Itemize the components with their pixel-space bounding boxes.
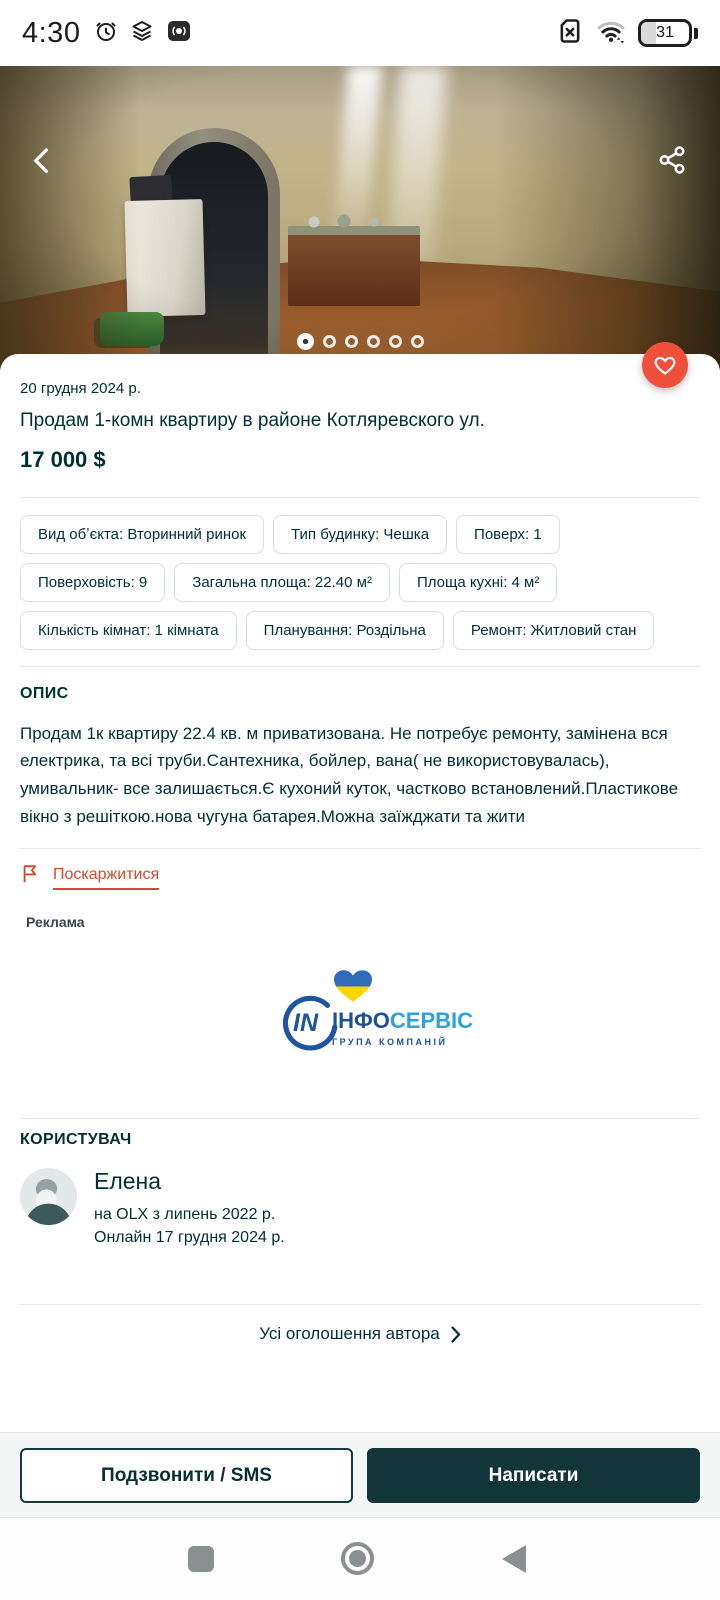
carousel-dot [323,335,336,348]
parameter-chips [0,498,720,666]
listing-date: 20 грудня 2024 р. [20,380,141,397]
user-member-since: на OLX з липень 2022 р. [94,1206,276,1224]
carousel-dot [389,335,402,348]
clock-time: 4:30 [22,16,81,49]
parameter-chip: Вид обʼєкта: Вторинний ринок [20,515,264,554]
in-badge-text: IN [293,1009,318,1038]
user-last-online: Онлайн 17 грудня 2024 р. [94,1229,285,1247]
user-heading: КОРИСТУВАЧ [20,1131,132,1149]
brand-subtitle: ГРУПА КОМПАНІЙ [332,1037,448,1048]
brand-part1: ІНФО [332,1008,390,1034]
report-link[interactable] [0,849,179,890]
home-button[interactable] [341,1542,374,1575]
photo-vignette [0,66,720,370]
all-author-ads-link[interactable] [0,1305,720,1364]
favorite-button[interactable] [642,342,688,388]
user-info [94,1168,285,1249]
alarm-icon [94,19,118,48]
parameter-chip: Площа кухні: 4 м² [399,563,557,602]
ad-label: Реклама [26,914,85,931]
listing-price: 17 000 $ [20,446,106,472]
carousel-dot [345,335,358,348]
battery-fill [641,22,656,44]
system-nav-bar [0,1517,720,1600]
description-heading: ОПИС [20,684,69,702]
status-left-icons [94,18,192,49]
parameter-chip: Поверховість: 9 [20,563,165,602]
status-right-icons [556,16,698,51]
listing-title: Продам 1-комн квартиру в районе Котляревского ул. [20,410,485,431]
message-button[interactable]: Написати [367,1448,700,1503]
ad-banner[interactable] [0,930,720,1118]
parameter-chip: Ремонт: Житловий стан [453,611,655,650]
home-button-dot [349,1550,366,1567]
carousel-dot [367,335,380,348]
call-sms-button[interactable]: Подзвонити / SMS [20,1448,353,1503]
screen-record-icon [166,18,192,49]
parameter-chip: Тип будинку: Чешка [273,515,447,554]
brand-text [332,1008,473,1047]
all-author-ads-label: Усі оголошення автора [259,1324,440,1344]
battery-percent: 31 [656,24,674,41]
back-nav-button[interactable] [502,1545,526,1573]
parameter-chip: Поверх: 1 [456,515,560,554]
description-section [0,667,720,849]
action-bar [0,1432,720,1517]
flag-icon [20,863,42,890]
user-name: Елена [94,1168,162,1195]
user-section [0,1119,720,1303]
photo-gallery[interactable] [0,66,720,370]
report-label: Поскаржитися [53,866,159,890]
battery-nub [694,28,698,39]
carousel-dot [411,335,424,348]
parameter-chip: Планування: Роздільна [246,611,444,650]
share-icon[interactable] [652,140,692,180]
brand-part2: СЕРВІС [389,1008,474,1034]
parameter-chip: Загальна площа: 22.40 м² [174,563,390,602]
carousel-dots [0,333,720,350]
carousel-dot [297,333,314,350]
layers-icon [130,19,154,48]
wifi-icon [595,16,627,51]
recents-button[interactable] [188,1546,214,1572]
avatar [20,1168,77,1249]
listing-header [0,354,720,473]
no-sim-icon [556,17,584,50]
battery-indicator [638,19,692,47]
parameter-chip: Кількість кімнат: 1 кімната [20,611,237,650]
description-text: Продам 1к квартиру 22.4 кв. м приватизована. Не потребує ремонту, замінена вся електрика, та всі труби.Сантехника, бойлер, вана( не використовувалась), умивальник- все залишається.Є кухоний куток, частково встановлений.Пластикове вікно з решіткою.нова чугуна батарея.Можна заїжджати та жити [20,723,679,826]
user-profile[interactable] [20,1168,700,1249]
infoservice-logo [280,968,474,1080]
back-button[interactable] [22,140,62,180]
chevron-right-icon [451,1326,461,1343]
listing-card [0,354,720,1364]
status-bar [0,0,720,66]
